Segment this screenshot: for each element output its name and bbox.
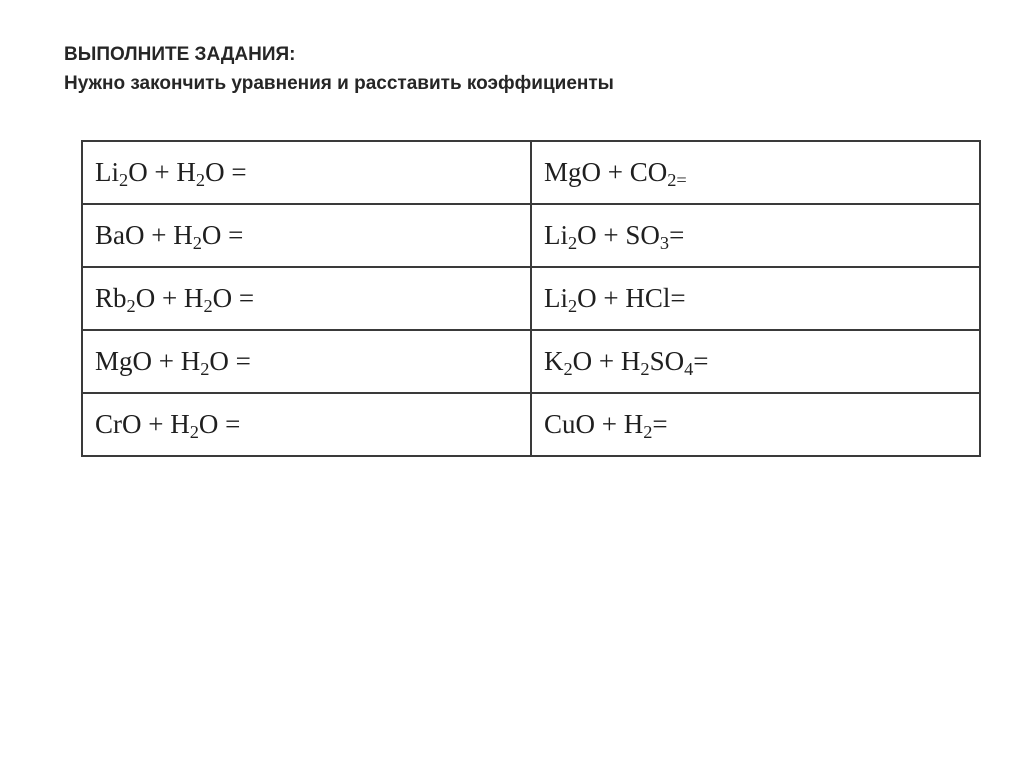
task-header bbox=[64, 40, 614, 98]
equation-subscript: 2 bbox=[195, 170, 206, 191]
equation-text: O = bbox=[205, 157, 247, 187]
equation-subscript: 2 bbox=[200, 359, 210, 380]
equation bbox=[95, 157, 247, 191]
equation-subscript: 2 bbox=[189, 422, 199, 443]
equation bbox=[543, 409, 668, 443]
equation-text: = bbox=[652, 409, 668, 439]
equation bbox=[543, 346, 709, 380]
equation-subscript: 2 bbox=[119, 170, 129, 191]
equation-subscript: 2 bbox=[567, 296, 578, 317]
equation-cell-left bbox=[82, 267, 531, 330]
equation-text: CrO + H bbox=[95, 409, 190, 439]
table-row bbox=[82, 393, 980, 456]
task-title: ВЫПОЛНИТЕ ЗАДАНИЯ: bbox=[64, 44, 296, 65]
equation bbox=[543, 220, 685, 254]
table-row bbox=[82, 330, 980, 393]
equation-text: O = bbox=[212, 283, 255, 313]
equation-subscript: 3 bbox=[659, 233, 670, 254]
equation-cell-left bbox=[82, 393, 531, 456]
equation-subscript: 2 bbox=[643, 422, 653, 443]
equation-text: CuO + H bbox=[543, 409, 644, 439]
equation-cell-right bbox=[531, 393, 980, 456]
equation-text: O + H bbox=[128, 157, 196, 187]
table-row bbox=[82, 267, 980, 330]
equations-table-body bbox=[82, 141, 980, 456]
equation-text: Li bbox=[543, 220, 568, 250]
equation-text: O + H bbox=[572, 346, 641, 376]
equation-subscript: 2 bbox=[640, 359, 650, 380]
equation bbox=[95, 220, 244, 254]
equation-text: O + SO bbox=[577, 220, 660, 250]
equation bbox=[95, 346, 251, 380]
table-row bbox=[82, 204, 980, 267]
equation-text: O + HCl= bbox=[577, 283, 686, 313]
equation-cell-left bbox=[82, 330, 531, 393]
equations-table bbox=[81, 140, 981, 457]
equation-text: SO bbox=[649, 346, 685, 376]
equation-text: MgO + CO bbox=[543, 157, 668, 187]
equation-text: = bbox=[693, 346, 709, 376]
task-instructions: Нужно закончить уравнения и расставить коэффициенты bbox=[64, 73, 614, 94]
equation bbox=[543, 157, 687, 191]
equation-text: = bbox=[669, 220, 685, 250]
equation-text: O + H bbox=[135, 283, 204, 313]
equation-text: MgO + H bbox=[95, 346, 201, 376]
equation-subscript: 2 bbox=[203, 296, 213, 317]
equation-text: K bbox=[543, 346, 564, 376]
equation bbox=[543, 283, 686, 317]
equation-subscript: 2 bbox=[567, 233, 578, 254]
equation-subscript: 4 bbox=[684, 359, 694, 380]
equation-subscript: 2 bbox=[126, 296, 136, 317]
equation-text: Rb bbox=[95, 283, 127, 313]
equation-subscript: 2= bbox=[667, 170, 687, 191]
equation-cell-left bbox=[82, 204, 531, 267]
equation-text: BaO + H bbox=[95, 220, 193, 250]
equation bbox=[95, 409, 241, 443]
equation-text: O = bbox=[209, 346, 251, 376]
equation-cell-left bbox=[82, 141, 531, 204]
equation-cell-right bbox=[531, 330, 980, 393]
equation-subscript: 2 bbox=[192, 233, 202, 254]
equation-cell-right bbox=[531, 204, 980, 267]
table-row bbox=[82, 141, 980, 204]
equation-subscript: 2 bbox=[563, 359, 573, 380]
equation-text: O = bbox=[201, 220, 244, 250]
equation bbox=[95, 283, 255, 317]
equation-text: Li bbox=[543, 283, 568, 313]
equation-cell-right bbox=[531, 267, 980, 330]
equation-cell-right bbox=[531, 141, 980, 204]
equation-text: Li bbox=[95, 157, 119, 187]
equation-text: O = bbox=[198, 409, 241, 439]
